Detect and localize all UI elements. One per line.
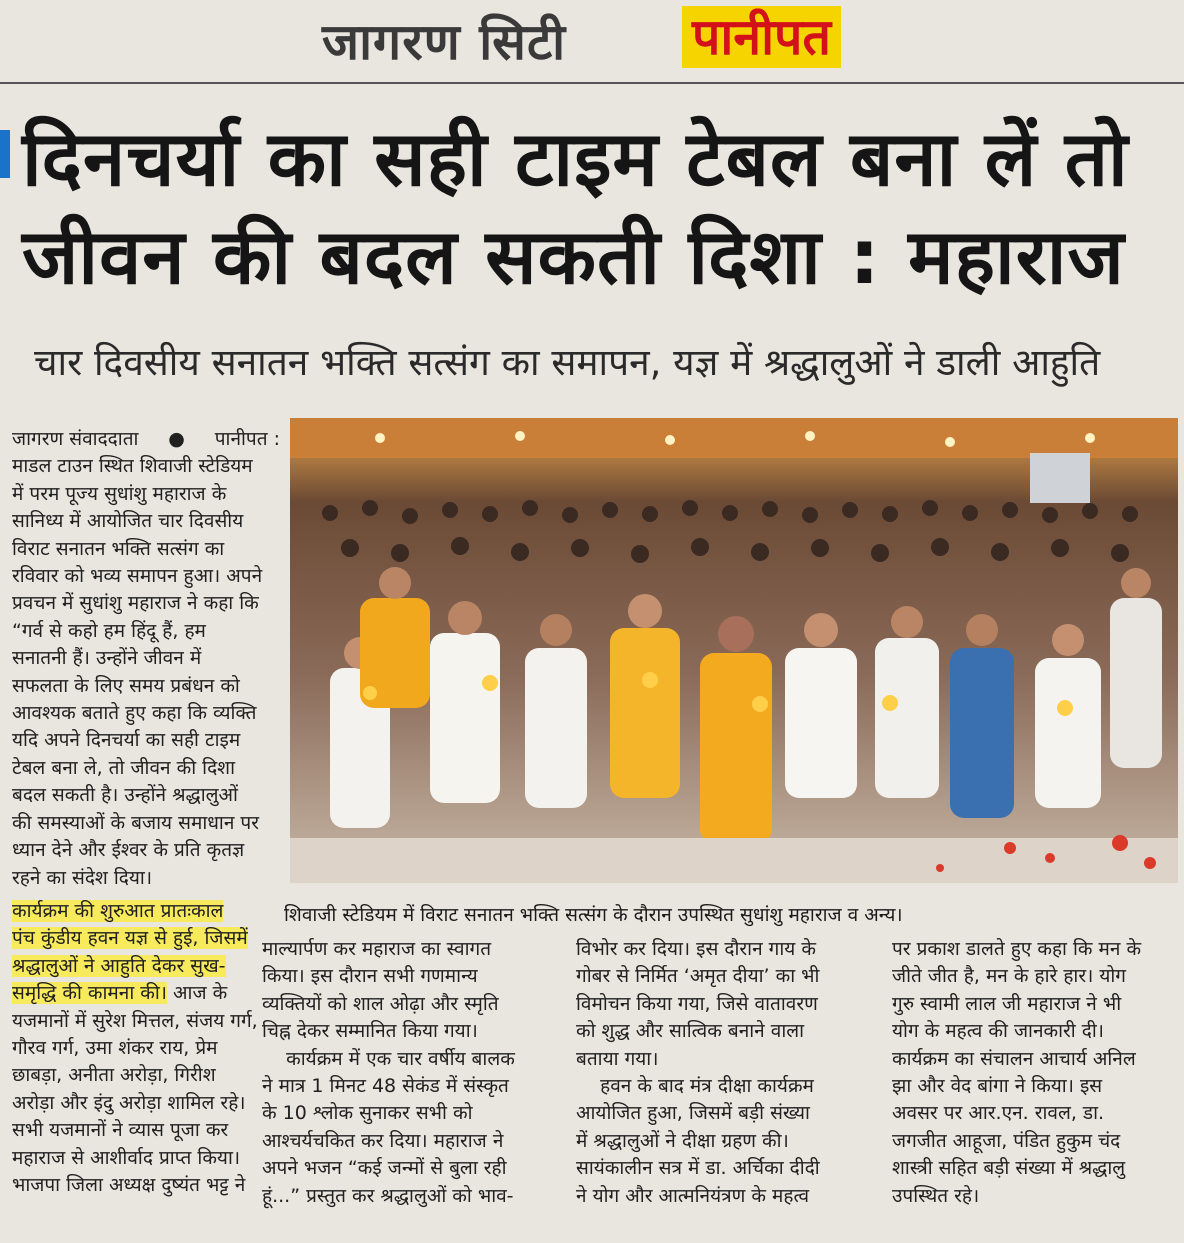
text-line: कार्यक्रम में एक चार वर्षीय बालक [262,1047,515,1070]
text-line: शास्त्री सहित बड़ी संख्या में श्रद्धालु [892,1157,1126,1180]
text-line: झा और वेद बांगा ने किया। इस [892,1075,1103,1098]
text-line: हवन के बाद मंत्र दीक्षा कार्यक्रम [576,1075,814,1098]
text-line: में श्रद्धालुओं ने दीक्षा ग्रहण की। [576,1129,789,1152]
text-line: आयोजित हुआ, जिसमें बड़ी संख्या [576,1102,810,1125]
text-line: विभोर कर दिया। इस दौरान गाय के [576,938,816,960]
headline-line-2: जीवन की बदल सकती दिशा : महाराज [22,212,1125,301]
text-line: सानिध्य में आयोजित चार दिवसीय [12,510,244,533]
text-line-highlighted [12,953,280,980]
text-line: भाजपा जिला अध्यक्ष दुष्यंत भट्ट ने [12,1173,246,1196]
highlighted-text: समृद्धि की कामना की। [12,982,167,1005]
text-line: गुरु स्वामी लाल जी महाराज ने भी [892,992,1122,1015]
text-line: रविवार को भव्य समापन हुआ। अपने [12,565,263,588]
column-3 [576,936,866,1210]
text-line: की समस्याओं के बजाय समाधान पर [12,811,259,834]
column-1-para-2 [12,898,280,1199]
text-fragment: आज के [173,982,228,1005]
highlighted-text: पंच कुंडीय हवन यज्ञ से हुई, जिसमें [12,927,248,950]
headline [22,110,1172,306]
photo-caption: शिवाजी स्टेडियम में विराट सनातन भक्ति सत्संग के दौरान उपस्थित सुधांशु महाराज व अन्य। [284,904,903,926]
text-line: व्यक्तियों को शाल ओढ़ा और स्मृति [262,992,499,1015]
text-line: विमोचन किया गया, जिसे वातावरण [576,992,818,1015]
accent-bar [0,130,10,178]
text-line: में परम पूज्य सुधांशु महाराज के [12,482,227,505]
masthead-city: पानीपत [682,6,841,68]
subheadline: चार दिवसीय सनातन भक्ति सत्संग का समापन, यज्ञ में श्रद्धालुओं ने डाली आहुति [34,341,1101,384]
text-line: उपस्थित रहे। [892,1184,980,1207]
text-line: रहने का संदेश दिया। [12,866,153,889]
column-1-para-1 [12,453,280,892]
text-line: के 10 श्लोक सुनाकर सभी को [262,1102,473,1125]
masthead-rule [0,82,1184,84]
text-line: आश्चर्यचकित कर दिया। महाराज ने [262,1129,504,1152]
column-4 [892,936,1178,1210]
text-line-highlighted [12,898,280,925]
text-line: गोबर से निर्मित ‘अमृत दीया’ का भी [576,965,820,988]
highlighted-text: कार्यक्रम की शुरुआत प्रातःकाल [12,899,224,922]
text-line: ध्यान देने और ईश्वर के प्रति कृतज्ञ [12,839,245,862]
text-line: जीते जीत है, मन के हारे हार। योग [892,965,1127,988]
text-line: यदि अपने दिनचर्या का सही टाइम [12,729,241,752]
text-line: अरोड़ा और इंदु अरोड़ा शामिल रहे। [12,1091,246,1114]
text-line: प्रवचन में सुधांशु महाराज ने कहा कि [12,592,259,615]
text-line: सभी यजमानों ने व्यास पूजा कर [12,1119,229,1142]
text-line: छाबड़ा, अनीता अरोड़ा, गिरीश [12,1064,216,1087]
event-photo [290,418,1178,883]
text-line: सायंकालीन सत्र में डा. अर्चिका दीदी [576,1157,820,1180]
text-line: आवश्यक बताते हुए कहा कि व्यक्ति [12,702,257,725]
text-line: चिह्न देकर सम्मानित किया गया। [262,1020,478,1043]
text-line: योग के महत्व की जानकारी दी। [892,1020,1104,1043]
text-line: यजमानों में सुरेश मित्तल, संजय गर्ग, [12,1009,258,1032]
text-line: गौरव गर्ग, उमा शंकर राय, प्रेम [12,1036,218,1059]
text-line: जगजीत आहूजा, पंडित हुकुम चंद [892,1129,1121,1152]
headline-line-1: दिनचर्या का सही टाइम टेबल बना लें तो [22,114,1129,203]
text-line: किया। इस दौरान सभी गणमान्य [262,965,478,988]
text-line: विराट सनातन भक्ति सत्संग का [12,537,225,560]
text-line: सनातनी हैं। उन्होंने जीवन में [12,647,202,670]
text-line: “गर्व से कहो हम हिंदू हैं, हम [12,619,206,642]
event-photo-image [290,418,1178,883]
text-line: अपने भजन “कई जन्मों से बुला रही [262,1157,507,1180]
text-line: ने योग और आत्मनियंत्रण के महत्व [576,1184,810,1207]
text-line: माडल टाउन स्थित शिवाजी स्टेडियम [12,455,253,478]
text-line: माल्यार्पण कर महाराज का स्वागत [262,938,492,960]
byline-location: पानीपत : [214,428,280,450]
text-line: महाराज से आशीर्वाद प्राप्त किया। [12,1146,241,1169]
text-line-highlighted [12,925,280,952]
byline [12,426,280,453]
text-line: पर प्रकाश डालते हुए कहा कि मन के [892,938,1142,960]
text-line: बताया गया। [576,1047,659,1070]
byline-reporter: जागरण संवाददाता [12,428,139,450]
byline-bullet: ● [168,428,185,450]
text-line: कार्यक्रम का संचालन आचार्य अनिल [892,1047,1136,1070]
text-line: ने मात्र 1 मिनट 48 सेकंड में संस्कृत [262,1075,509,1098]
masthead [0,0,1184,80]
text-line: टेबल बना ले, तो जीवन की दिशा [12,756,236,779]
highlighted-text: श्रद्धालुओं ने आहुति देकर सुख- [12,954,226,977]
text-line: को शुद्ध और सात्विक बनाने वाला [576,1020,805,1043]
text-line: बदल सकती है। उन्होंने श्रद्धालुओं [12,784,238,807]
text-line: हूं...” प्रस्तुत कर श्रद्धालुओं को भाव- [262,1184,514,1207]
text-line-highlighted [12,980,280,1007]
column-2 [262,936,548,1210]
text-line: अवसर पर आर.एन. रावल, डा. [892,1102,1105,1125]
column-1 [12,426,280,1199]
text-line: सफलता के लिए समय प्रबंधन को [12,674,240,697]
masthead-title: जागरण सिटी [322,13,567,71]
